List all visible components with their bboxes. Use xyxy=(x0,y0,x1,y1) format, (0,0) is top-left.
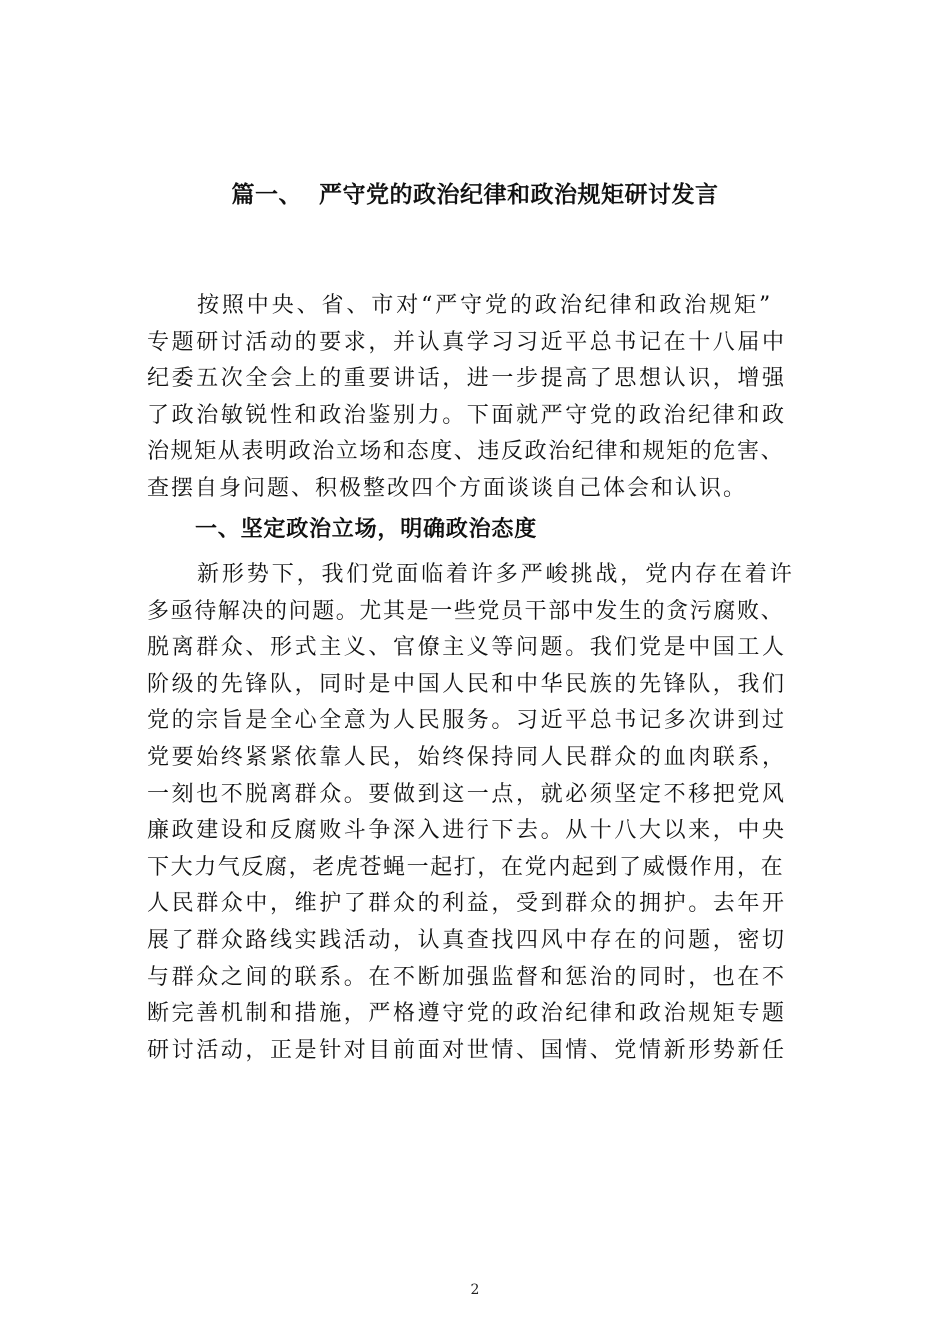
paragraph-line: 党要始终紧紧依靠人民，始终保持同人民群众的血肉联系， xyxy=(147,744,787,770)
paragraph-line: 阶级的先锋队，同时是中国人民和中华民族的先锋队，我们 xyxy=(147,671,787,697)
page-number: 2 xyxy=(470,1282,480,1298)
paragraph-line: 人民群众中，维护了群众的利益，受到群众的拥护。去年开 xyxy=(147,891,787,917)
paragraph-line: 查摆自身问题、积极整改四个方面谈谈自己体会和认识。 xyxy=(147,475,748,501)
paragraph-line: 与群众之间的联系。在不断加强监督和惩治的同时，也在不 xyxy=(147,964,787,990)
paragraph-line: 研讨活动，正是针对目前面对世情、国情、党情新形势新任 xyxy=(147,1037,787,1063)
paragraph-line: 了政治敏锐性和政治鉴别力。下面就严守党的政治纪律和政 xyxy=(147,402,787,428)
document-title: 篇一、 严守党的政治纪律和政治规矩研讨发言 xyxy=(231,182,719,208)
paragraph-line: 多亟待解决的问题。尤其是一些党员干部中发生的贪污腐败、 xyxy=(147,598,785,624)
paragraph-line: 新形势下，我们党面临着许多严峻挑战，党内存在着许 xyxy=(197,562,795,587)
paragraph-line: 展了群众路线实践活动，认真查找四风中存在的问题，密切 xyxy=(147,927,787,953)
paragraph-line: 廉政建设和反腐败斗争深入进行下去。从十八大以来，中央 xyxy=(147,818,787,844)
paragraph-line: 党的宗旨是全心全意为人民服务。习近平总书记多次讲到过 xyxy=(147,708,787,734)
paragraph-line: 按照中央、省、市对“严守党的政治纪律和政治规矩” xyxy=(197,293,774,318)
paragraph-line: 断完善机制和措施，严格遵守党的政治纪律和政治规矩专题 xyxy=(147,1001,787,1027)
paragraph-line: 脱离群众、形式主义、官僚主义等问题。我们党是中国工人 xyxy=(147,635,787,661)
intro-paragraph xyxy=(147,288,803,508)
section-paragraph xyxy=(147,557,803,1069)
section-heading: 一、坚定政治立场，明确政治态度 xyxy=(195,517,538,542)
paragraph-line: 治规矩从表明政治立场和态度、违反政治纪律和规矩的危害、 xyxy=(147,439,785,465)
paragraph-line: 下大力气反腐，老虎苍蝇一起打，在党内起到了威慑作用，在 xyxy=(147,854,785,880)
paragraph-line: 专题研讨活动的要求，并认真学习习近平总书记在十八届中 xyxy=(147,329,787,355)
paragraph-line: 纪委五次全会上的重要讲话，进一步提高了思想认识，增强 xyxy=(147,366,787,392)
paragraph-line: 一刻也不脱离群众。要做到这一点，就必须坚定不移把党风 xyxy=(147,781,787,807)
